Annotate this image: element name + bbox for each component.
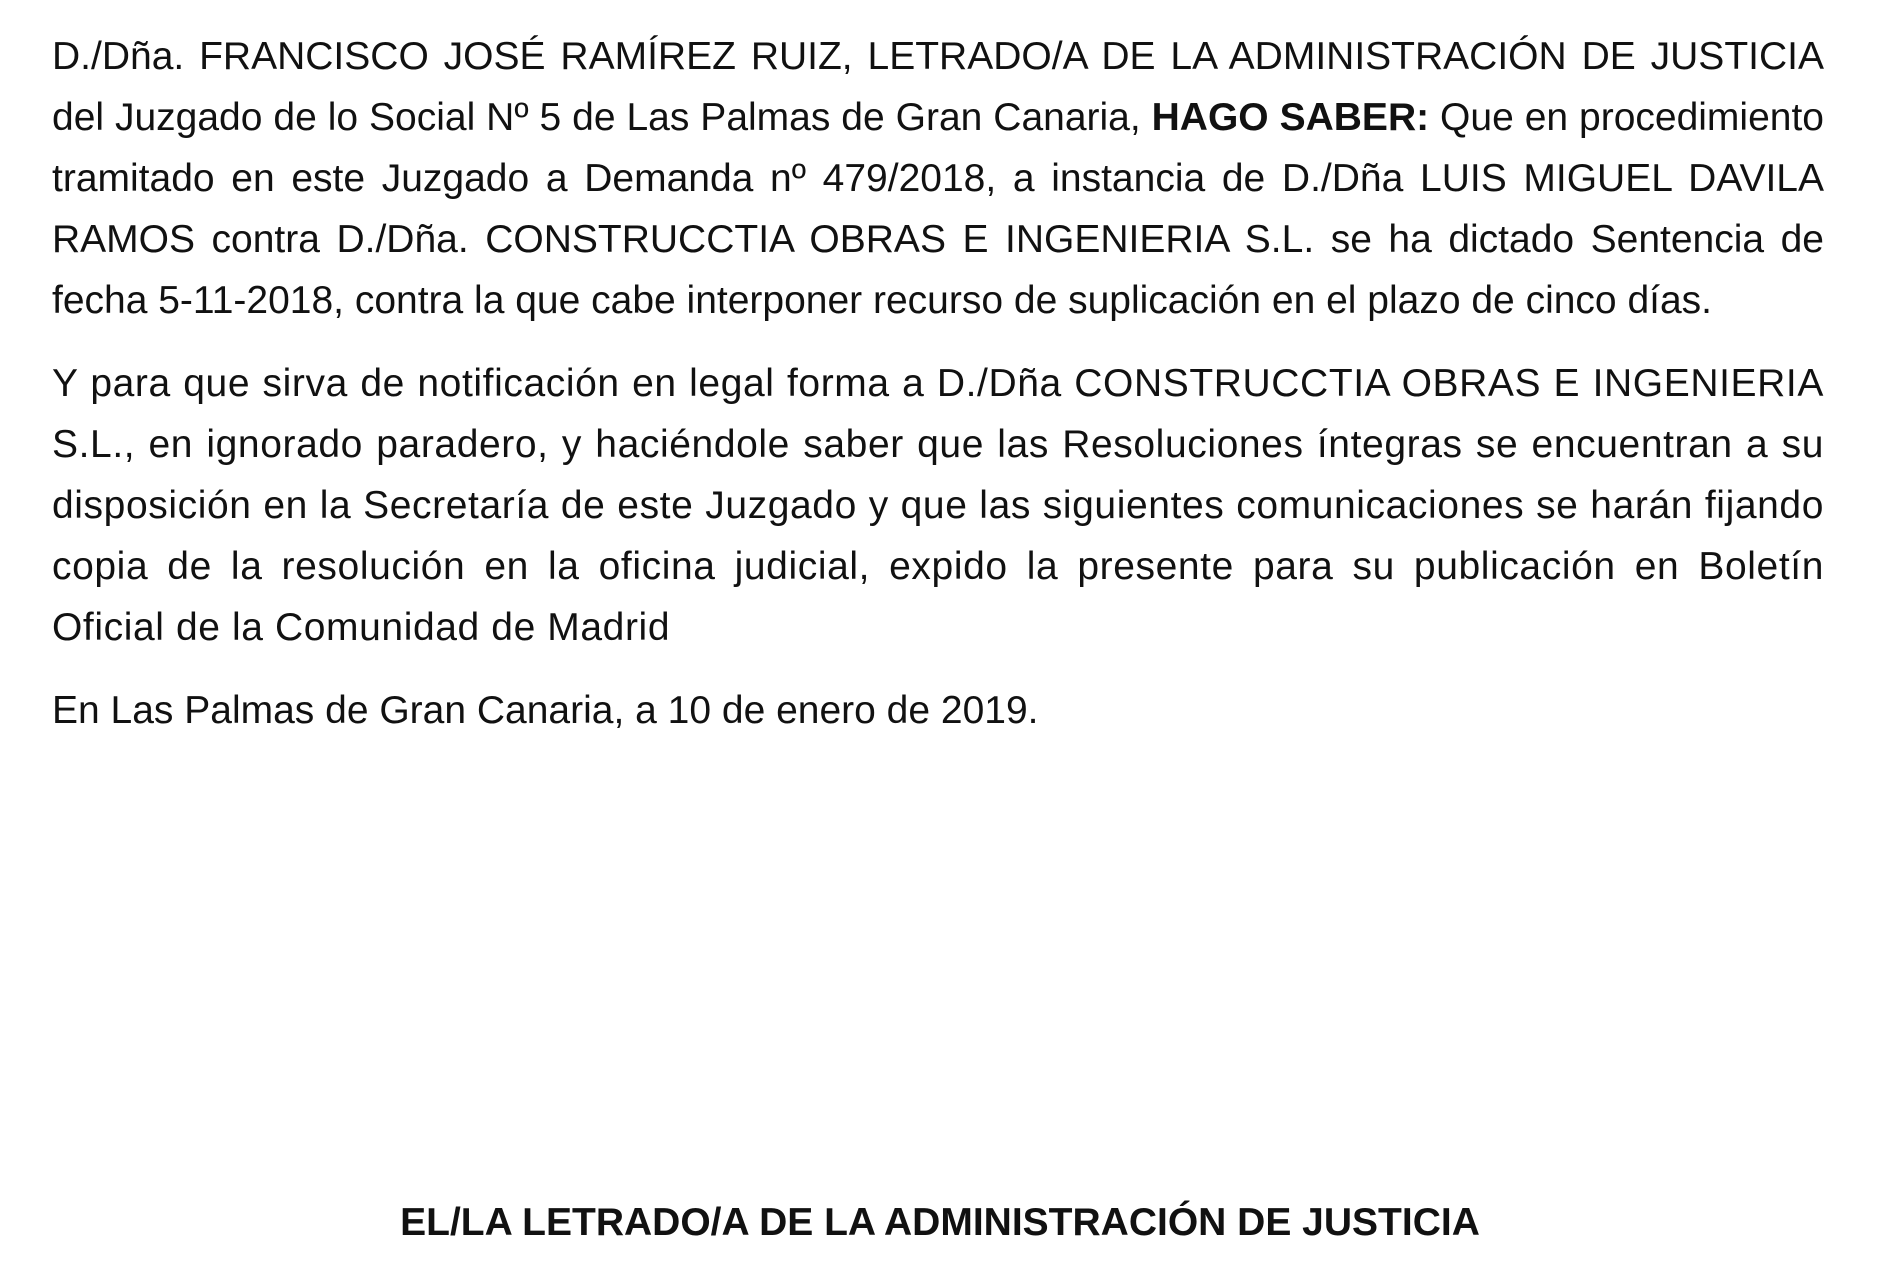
closing-date-line: En Las Palmas de Gran Canaria, a 10 de enero de 2019. <box>52 689 1039 732</box>
paragraph-notification-intro <box>52 26 1824 331</box>
paragraph-intro-text: D./Dña. FRANCISCO JOSÉ RAMÍREZ RUIZ, LETRADO/A DE LA ADMINISTRACIÓN DE JUSTICIA del Juzgado de lo Social Nº 5 de Las Palmas de Gran Canaria, <box>52 35 1824 139</box>
paragraph-notification-body: Y para que sirva de notificación en legal forma a D./Dña CONSTRUCCTIA OBRAS E INGENIERIA S.L., en ignorado paradero, y haciéndole saber que las Resoluciones íntegras se encuentran a su disposición en la Secretaría de este Juzgado y que las siguientes comunicaciones se harán fijando copia de la resolución en la oficina judicial, expido la presente para su publicación en Boletín Oficial de la Comunidad de Madrid <box>52 362 1824 649</box>
paragraph-intro-continuation: Que en procedimiento tramitado en este Juzgado a Demanda nº 479/2018, a instancia de D./Dña LUIS MIGUEL DAVILA RAMOS contra D./Dña. CONSTRUCCTIA OBRAS E INGENIERIA S.L. se ha dictado Sentencia de fecha 5-11-2018, contra la que cabe interponer recurso de suplicación en el plazo de cinco días. <box>52 96 1824 322</box>
hago-saber-label: HAGO SABER: <box>1151 96 1430 139</box>
signature-title: EL/LA LETRADO/A DE LA ADMINISTRACIÓN DE JUSTICIA <box>400 1201 1480 1244</box>
